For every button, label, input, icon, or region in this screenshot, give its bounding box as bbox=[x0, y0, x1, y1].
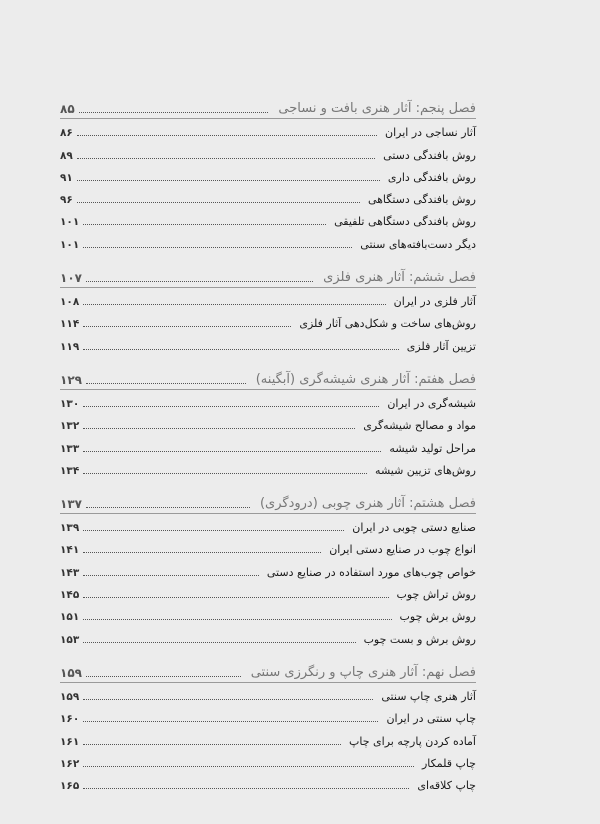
entry-page-number: ۱۶۵ bbox=[60, 780, 80, 793]
toc-entry[interactable] bbox=[60, 581, 476, 603]
entry-page-number: ۸۹ bbox=[60, 149, 73, 162]
toc-entry[interactable] bbox=[60, 514, 476, 536]
entry-title: انواع چوب در صنایع دستی ایران bbox=[329, 543, 476, 557]
entry-title: روش تراش چوب bbox=[396, 588, 476, 602]
entry-title: روش بافندگی داری bbox=[387, 170, 476, 184]
entry-title: روش‌های تزیین شیشه bbox=[375, 463, 476, 477]
entry-title: آثار فلزی در ایران bbox=[393, 295, 476, 309]
entry-title: مراحل تولید شیشه bbox=[389, 441, 476, 455]
entry-title: تزیین آثار فلزی bbox=[406, 339, 476, 353]
dot-leader bbox=[83, 574, 259, 576]
chapter-heading[interactable] bbox=[60, 265, 476, 288]
entry-title: چاپ سنتی در ایران bbox=[386, 712, 476, 726]
table-of-contents bbox=[60, 96, 476, 794]
dot-leader bbox=[83, 472, 367, 474]
dot-leader bbox=[86, 382, 246, 384]
entry-page-number: ۱۵۹ bbox=[60, 690, 80, 703]
entry-title: آثار نساجی در ایران bbox=[385, 126, 476, 140]
entry-title: روش برش چوب bbox=[399, 610, 476, 624]
chapter-page-number: ۱۲۹ bbox=[60, 372, 82, 387]
dot-leader bbox=[77, 201, 360, 203]
toc-entry[interactable] bbox=[60, 434, 476, 456]
dot-leader bbox=[83, 325, 291, 327]
entry-title: دیگر دست‌بافته‌های سنتی bbox=[360, 237, 476, 251]
toc-entry[interactable] bbox=[60, 683, 476, 705]
dot-leader bbox=[83, 787, 409, 789]
entry-page-number: ۱۶۱ bbox=[60, 735, 80, 748]
dot-leader bbox=[83, 596, 388, 598]
entry-title: آثار هنری چاپ سنتی bbox=[381, 689, 476, 703]
entry-title: خواص چوب‌های مورد استفاده در صنایع دستی bbox=[266, 565, 476, 579]
entry-page-number: ۱۳۰ bbox=[60, 397, 80, 410]
entry-title: روش بافندگی دستگاهی تلفیقی bbox=[334, 215, 476, 229]
chapter-page-number: ۱۵۹ bbox=[60, 665, 82, 680]
entry-page-number: ۱۰۱ bbox=[60, 238, 80, 251]
toc-entry[interactable] bbox=[60, 186, 476, 208]
chapter-heading[interactable] bbox=[60, 491, 476, 514]
dot-leader bbox=[83, 450, 381, 452]
dot-leader bbox=[83, 743, 341, 745]
entry-title: روش‌های ساخت و شکل‌دهی آثار فلزی bbox=[299, 317, 476, 331]
toc-entry[interactable] bbox=[60, 208, 476, 230]
toc-entry[interactable] bbox=[60, 310, 476, 332]
entry-page-number: ۱۱۴ bbox=[60, 318, 80, 331]
toc-entry[interactable] bbox=[60, 457, 476, 479]
entry-page-number: ۱۴۳ bbox=[60, 566, 80, 579]
entry-page-number: ۱۵۳ bbox=[60, 633, 80, 646]
toc-entry[interactable] bbox=[60, 412, 476, 434]
dot-leader bbox=[83, 698, 373, 700]
entry-page-number: ۱۳۳ bbox=[60, 442, 80, 455]
dot-leader bbox=[83, 405, 379, 407]
dot-leader bbox=[83, 765, 414, 767]
dot-leader bbox=[83, 551, 321, 553]
toc-entry[interactable] bbox=[60, 750, 476, 772]
toc-entry[interactable] bbox=[60, 536, 476, 558]
toc-entry[interactable] bbox=[60, 558, 476, 580]
chapter-title: فصل هفتم: آثار هنری شیشه‌گری (آبگینه) bbox=[255, 371, 476, 387]
dot-leader bbox=[83, 720, 378, 722]
entry-title: روش بافندگی دستی bbox=[383, 148, 476, 162]
chapter-page-number: ۱۰۷ bbox=[60, 270, 82, 285]
dot-leader bbox=[86, 675, 241, 677]
chapter-title: فصل نهم: آثار هنری چاپ و رنگرزی سنتی bbox=[250, 664, 476, 680]
chapter-heading[interactable] bbox=[60, 367, 476, 390]
entry-title: روش بافندگی دستگاهی bbox=[367, 193, 476, 207]
toc-entry[interactable] bbox=[60, 288, 476, 310]
entry-page-number: ۱۴۵ bbox=[60, 589, 80, 602]
dot-leader bbox=[77, 157, 375, 159]
dot-leader bbox=[83, 303, 385, 305]
toc-entry[interactable] bbox=[60, 390, 476, 412]
entry-page-number: ۱۱۹ bbox=[60, 340, 80, 353]
dot-leader bbox=[79, 111, 269, 113]
toc-entry[interactable] bbox=[60, 332, 476, 354]
entry-page-number: ۸۶ bbox=[60, 127, 73, 140]
chapter-heading[interactable] bbox=[60, 96, 476, 119]
dot-leader bbox=[83, 246, 352, 248]
chapter-heading[interactable] bbox=[60, 660, 476, 683]
entry-page-number: ۹۶ bbox=[60, 194, 73, 207]
toc-entry[interactable] bbox=[60, 625, 476, 647]
chapter-title: فصل پنجم: آثار هنری بافت و نساجی bbox=[278, 101, 476, 116]
dot-leader bbox=[77, 134, 377, 136]
dot-leader bbox=[83, 618, 391, 620]
entry-title: آماده کردن پارچه برای چاپ bbox=[349, 734, 476, 748]
toc-entry[interactable] bbox=[60, 727, 476, 749]
chapter-page-number: ۸۵ bbox=[60, 102, 75, 116]
entry-title: مواد و مصالح شیشه‌گری bbox=[363, 419, 476, 433]
entry-page-number: ۱۳۲ bbox=[60, 420, 80, 433]
dot-leader bbox=[83, 529, 344, 531]
dot-leader bbox=[83, 641, 355, 643]
dot-leader bbox=[83, 348, 399, 350]
entry-title: چاپ قلمکار bbox=[421, 756, 476, 770]
dot-leader bbox=[86, 506, 250, 508]
entry-page-number: ۱۴۱ bbox=[60, 544, 80, 557]
entry-page-number: ۱۵۱ bbox=[60, 611, 80, 624]
entry-title: روش برش و بست چوب bbox=[363, 632, 476, 646]
chapter-title: فصل هشتم: آثار هنری چوبی (درودگری) bbox=[259, 495, 476, 511]
toc-entry[interactable] bbox=[60, 705, 476, 727]
toc-entry[interactable] bbox=[60, 119, 476, 141]
entry-page-number: ۱۳۴ bbox=[60, 464, 80, 477]
entry-page-number: ۱۶۰ bbox=[60, 713, 80, 726]
entry-page-number: ۱۰۱ bbox=[60, 216, 80, 229]
chapter-title: فصل ششم: آثار هنری فلزی bbox=[323, 269, 476, 285]
dot-leader bbox=[83, 223, 326, 225]
entry-page-number: ۹۱ bbox=[60, 171, 73, 184]
entry-title: صنایع دستی چوبی در ایران bbox=[352, 521, 476, 535]
entry-page-number: ۱۳۹ bbox=[60, 522, 80, 535]
toc-entry[interactable] bbox=[60, 772, 476, 794]
entry-title: چاپ کلاقه‌ای bbox=[417, 779, 476, 793]
toc-entry[interactable] bbox=[60, 141, 476, 163]
dot-leader bbox=[83, 427, 355, 429]
dot-leader bbox=[77, 179, 380, 181]
chapter-page-number: ۱۳۷ bbox=[60, 496, 82, 511]
entry-page-number: ۱۶۲ bbox=[60, 757, 80, 770]
entry-page-number: ۱۰۸ bbox=[60, 296, 80, 309]
toc-entry[interactable] bbox=[60, 603, 476, 625]
toc-entry[interactable] bbox=[60, 230, 476, 252]
toc-entry[interactable] bbox=[60, 164, 476, 186]
entry-title: شیشه‌گری در ایران bbox=[387, 396, 476, 410]
dot-leader bbox=[86, 280, 313, 282]
